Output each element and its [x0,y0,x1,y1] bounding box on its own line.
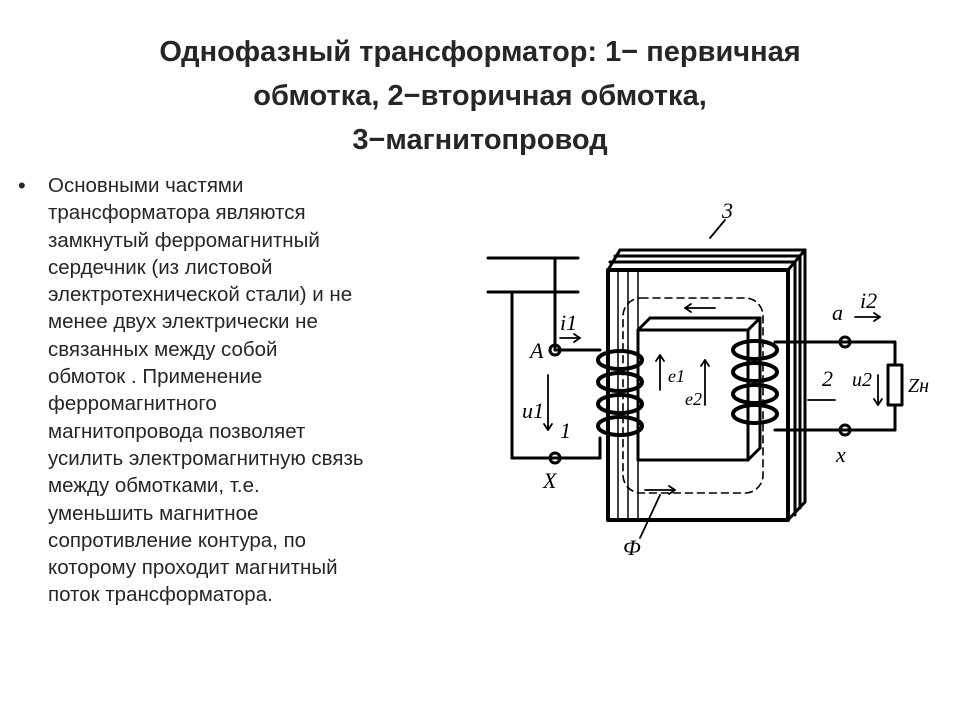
label-x: x [836,442,846,467]
title-line: Однофазный трансформатор: 1− первичная [159,36,801,68]
label-phi: Ф [623,535,641,560]
title-line: 3−магнитопровод [352,124,608,156]
paragraph-line: обмоток . Применение [48,365,263,389]
label-u1: u1 [522,398,544,423]
bullet-marker: • [18,173,26,198]
magnetic-core [608,250,805,520]
title-line: обмотка, 2−вторичная обмотка, [253,80,707,112]
paragraph-line: электротехнической стали) и не [48,283,353,307]
paragraph-line: ферромагнитного [48,392,217,416]
primary-winding [598,351,642,435]
paragraph [48,172,458,609]
secondary-winding [733,341,777,423]
paragraph-line: трансформатора являются [48,201,306,225]
paragraph-line: связанных между собой [48,337,278,361]
body-text [18,172,458,609]
label-1: 1 [560,418,571,443]
primary-circuit [488,258,600,463]
label-u2: u2 [852,369,872,391]
paragraph-line: сердечник (из листовой [48,255,273,279]
paragraph-line: усилить электромагнитную связь [48,446,364,470]
label-2: 2 [822,366,833,391]
label-zn: Zн [908,375,930,397]
paragraph-line: замкнутый ферромагнитный [48,228,320,252]
paragraph-line: Основными частями [48,174,244,197]
label-X: X [543,468,557,493]
transformer-diagram [460,190,950,590]
label-core: 3 [722,198,733,223]
label-e2: e2 [685,389,702,409]
label-a: a [832,300,843,325]
paragraph-line: менее двух электрически не [48,310,318,334]
paragraph-line: сопротивление контура, по [48,528,307,552]
paragraph-line: между обмотками, т.е. [48,474,260,498]
label-e1: e1 [668,366,685,386]
label-A: A [530,338,544,363]
label-i2: i2 [860,288,878,313]
paragraph-line: уменьшить магнитное [48,501,259,525]
slide-title [40,30,920,162]
paragraph-line: магнитопровода позволяет [48,419,306,443]
label-i1: i1 [560,310,578,335]
paragraph-line: которому проходит магнитный [48,556,338,580]
paragraph-line: поток трансформатора. [48,583,273,607]
